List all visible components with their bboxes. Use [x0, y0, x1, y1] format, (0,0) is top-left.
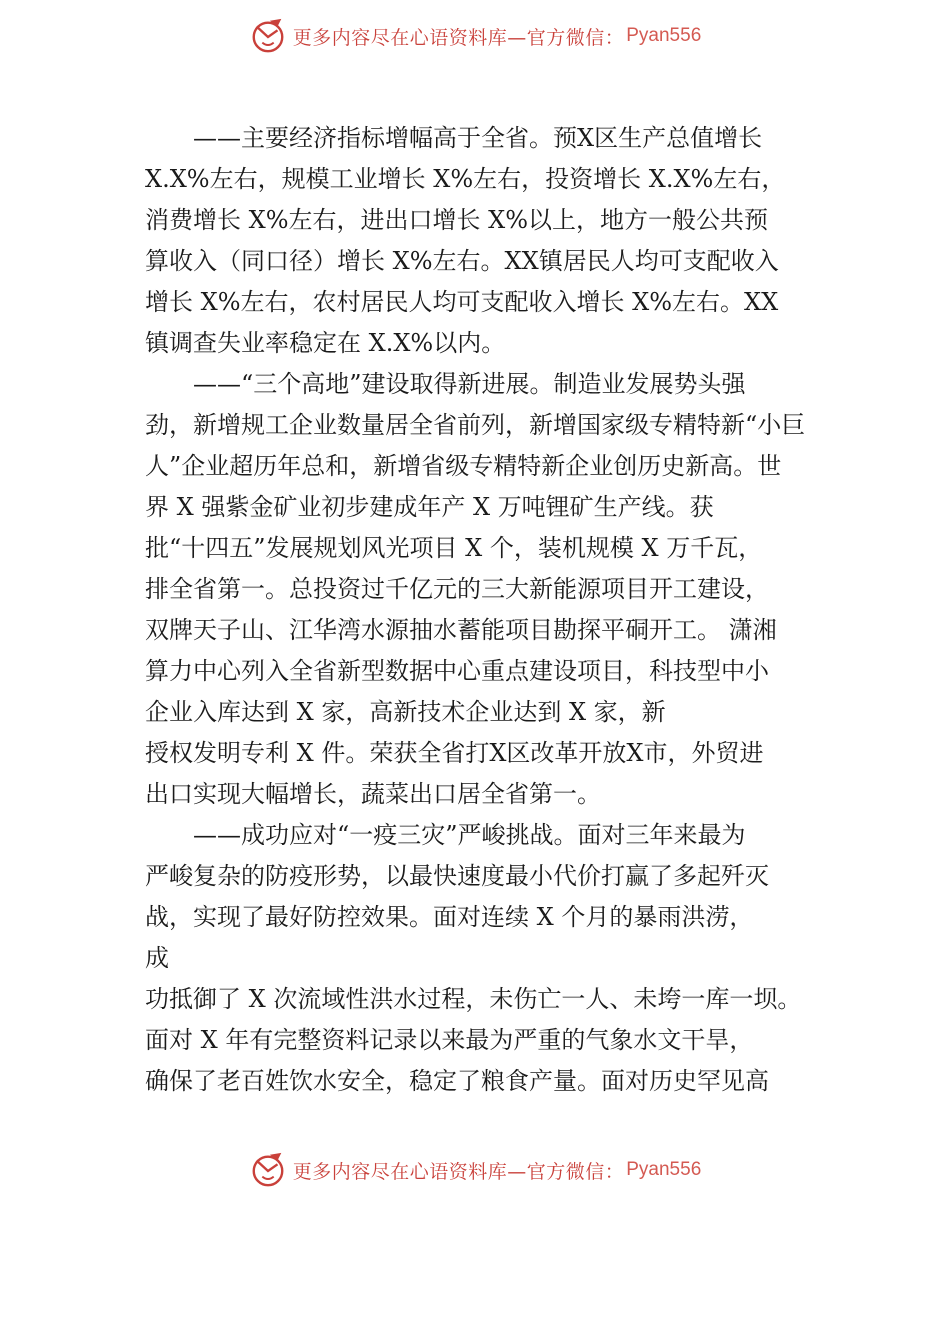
text-line: 人”企业超历年总和，新增省级专精特新企业创历史新高。世 — [145, 452, 782, 480]
text-line: 排全省第一。总投资过千亿元的三大新能源项目开工建设， — [145, 575, 769, 603]
text-line: 消费增长 X%左右，进出口增长 X%以上，地方一般公共预 — [145, 206, 769, 234]
text-line: 算收入（同口径）增长 X%左右。XX镇居民人均可支配收入 — [145, 247, 779, 275]
text-line: 出口实现大幅增长，蔬菜出口居全省第一。 — [145, 780, 601, 808]
text-line: 算力中心列入全省新型数据中心重点建设项目，科技型中小 — [145, 657, 769, 685]
watermark-logo-icon — [249, 17, 287, 55]
header-watermark — [0, 14, 950, 58]
text-line: ——主要经济指标增幅高于全省。预X区生产总值增长 — [193, 124, 763, 152]
text-line: 企业入库达到 X 家，高新技术企业达到 X 家，新 — [145, 698, 666, 726]
document-body — [145, 118, 815, 1102]
text-line: 严峻复杂的防疫形势，以最快速度最小代价打赢了多起歼灭 — [145, 862, 769, 890]
text-line: ——“三个高地”建设取得新进展。制造业发展势头强 — [193, 370, 746, 398]
text-line: 授权发明专利 X 件。荣获全省打X区改革开放X市，外贸进 — [145, 739, 764, 767]
watermark-text: 更多内容尽在心语资料库—官方微信： — [292, 1160, 625, 1183]
text-line: ——成功应对“一疫三灾”严峻挑战。面对三年来最为 — [193, 821, 746, 849]
text-line: X.X%左右，规模工业增长 X%左右，投资增长 X.X%左右， — [145, 165, 786, 193]
text-line: 确保了老百姓饮水安全，稳定了粮食产量。面对历史罕见高 — [145, 1067, 769, 1095]
text-line: 成 — [145, 944, 169, 972]
text-line: 界 X 强紫金矿业初步建成年产 X 万吨锂矿生产线。获 — [145, 493, 714, 521]
watermark-logo-icon — [249, 1151, 287, 1189]
text-line: 镇调查失业率稳定在 X.X%以内。 — [145, 329, 506, 357]
text-line: 增长 X%左右，农村居民人均可支配收入增长 X%左右。XX — [145, 288, 779, 316]
text-line: 劲，新增规工企业数量居全省前列，新增国家级专精特新“小巨 — [145, 411, 806, 439]
watermark-id: Pyan556 — [626, 25, 702, 46]
text-line: 双牌天子山、江华湾水源抽水蓄能项目勘探平硐开工。 潇湘 — [145, 616, 777, 644]
text-line: 战，实现了最好防控效果。面对连续 X 个月的暴雨洪涝， — [145, 903, 754, 931]
watermark-id: Pyan556 — [626, 1159, 702, 1180]
footer-watermark — [0, 1148, 950, 1192]
text-line: 批“十四五”发展规划风光项目 X 个，装机规模 X 万千瓦， — [145, 534, 763, 562]
text-line: 面对 X 年有完整资料记录以来最为严重的气象水文干旱， — [145, 1026, 754, 1054]
text-line: 功抵御了 X 次流域性洪水过程，未伤亡一人、未垮一库一坝。 — [145, 985, 802, 1013]
watermark-text: 更多内容尽在心语资料库—官方微信： — [292, 26, 625, 49]
